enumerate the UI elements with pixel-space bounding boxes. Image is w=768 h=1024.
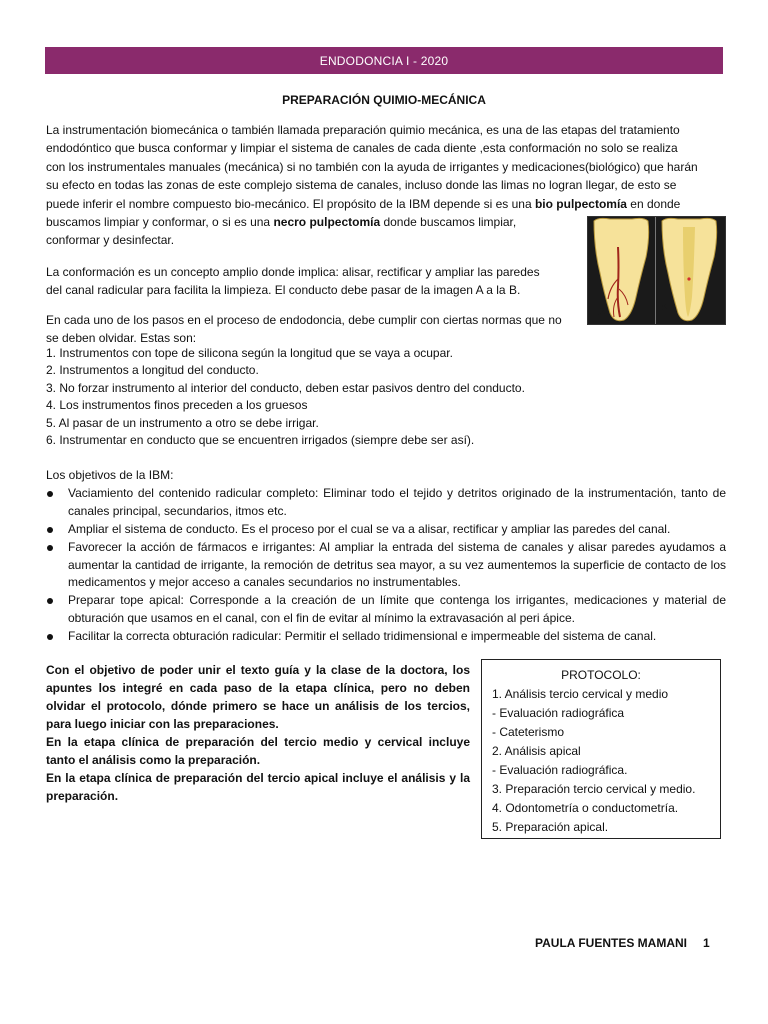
protocol-item: - Cateterismo (492, 725, 565, 739)
notes-paragraph: En la etapa clínica de preparación del tercio medio y cervical incluye tanto el análisis como la preparación. (46, 735, 470, 767)
document-title: PREPARACIÓN QUIMIO-MECÁNICA (282, 93, 486, 107)
step-item: 6. Instrumentar en conducto que se encuentren irrigados (siempre debe ser así). (46, 433, 475, 448)
conformation-line: La conformación es un concepto amplio donde implica: alisar, rectificar y ampliar las paredes (46, 265, 540, 279)
protocol-title: PROTOCOLO: (561, 668, 641, 682)
protocol-item: 1. Análisis tercio cervical y medio (492, 687, 669, 701)
intro-line-text: buscamos limpiar y conformar, o si es una (46, 215, 274, 229)
objective-item (46, 539, 726, 592)
notes-block (46, 661, 470, 805)
intro-paragraph (46, 121, 724, 213)
intro-line (46, 195, 724, 213)
intro-line: su efecto en todas las zonas de este complejo sistema de canales, incluso donde las limas no logran llegar, de esto se (46, 178, 677, 193)
objective-text: Preparar tope apical: Corresponde a la creación de un límite que contenga los irrigantes, medicaciones y material de obturación que usamos en el canal, con el fin de evitar al mínimo la extravasación al peri ápice. (68, 593, 726, 625)
rules-intro-line: En cada uno de los pasos en el proceso de endodoncia, debe cumplir con ciertas normas que no (46, 313, 562, 327)
bio-pulpectomy-term: bio pulpectomía (534, 196, 627, 211)
step-item: 4. Los instrumentos finos preceden a los gruesos (46, 398, 308, 413)
objective-item (46, 592, 726, 627)
objective-text: Favorecer la acción de fármacos e irrigantes: Al ampliar la entrada del sistema de canales y alisar paredes ayudamos a aumentar la cantidad de irrigante, la remoción de detritus sea mayor, a su vez aumentemos la superficie de contacto de los medicamentos y mejor acceso a canales secundarios no instrumentables. (68, 539, 726, 590)
figure-label-a: A (598, 307, 606, 318)
tooth-canal-figure (587, 216, 726, 325)
conformation-paragraph (46, 263, 576, 300)
bullet-icon (47, 598, 53, 604)
intro-line: con los instrumentales manuales (mecánica) si no también con la ayuda de irrigantes y medicaciones(biológico) que harán (46, 159, 698, 174)
protocol-item: 3. Preparación tercio cervical y medio. (492, 782, 696, 796)
objectives-heading: Los objetivos de la IBM: (46, 468, 174, 482)
intro-line-text: donde buscamos limpiar, (380, 215, 517, 229)
bullet-icon (47, 527, 53, 533)
objectives-list (46, 485, 726, 646)
objective-text: Ampliar el sistema de conducto. Es el proceso por el cual se va a alisar, rectificar y ampliar las paredes del canal. (68, 521, 671, 536)
step-item: 5. Al pasar de un instrumento a otro se debe irrigar. (46, 415, 319, 430)
necro-pulpectomy-term: necro pulpectomía (273, 215, 381, 229)
page-number: 1 (703, 936, 710, 950)
figure-label-b: B (660, 303, 668, 314)
objective-item (46, 628, 726, 646)
rules-intro-paragraph (46, 311, 576, 348)
footer-author: PAULA FUENTES MAMANI (535, 936, 687, 950)
intro-line: conformar y desinfectar. (46, 233, 175, 248)
protocol-item: 4. Odontometría o conductometría. (492, 801, 679, 815)
intro-paragraph-continued (46, 213, 576, 250)
notes-paragraph: En la etapa clínica de preparación del tercio apical incluye el análisis y la preparación. (46, 771, 470, 803)
bullet-icon (47, 545, 53, 551)
intro-line-text: puede inferir el nombre compuesto bio-mecánico. El propósito de la IBM depende si es una (46, 196, 535, 211)
objective-text: Vaciamiento del contenido radicular completo: Eliminar todo el tejido y detritos originado de la instrumentación, tanto de canales principal, secundarios, itmos etc. (68, 486, 726, 518)
protocol-box (481, 659, 721, 839)
objective-item (46, 485, 726, 520)
step-item: 3. No forzar instrumento al interior del conducto, deben estar pasivos dentro del conducto. (46, 380, 525, 395)
intro-line (46, 213, 576, 231)
tooth-illustration (588, 217, 725, 324)
objective-item (46, 521, 726, 539)
protocol-item: - Evaluación radiográfica (492, 706, 625, 720)
course-header-bar (45, 47, 723, 74)
notes-paragraph: Con el objetivo de poder unir el texto guía y la clase de la doctora, los apuntes los integré en cada paso de la etapa clínica, pero no deben olvidar el protocolo, dónde primero se hace un análisis de los tercios, para luego iniciar con las preparaciones. (46, 663, 470, 731)
conformation-line: del canal radicular para facilita la limpieza. El conducto debe pasar de la imagen A a la B. (46, 283, 521, 298)
bullet-icon (47, 491, 53, 497)
protocol-item: 2. Análisis apical (492, 744, 581, 758)
steps-list (46, 345, 686, 449)
course-title: ENDODONCIA I - 2020 (319, 53, 449, 68)
objective-text: Facilitar la correcta obturación radicular: Permitir el sellado tridimensional e impermeable del sistema de canal. (68, 629, 657, 644)
protocol-item: - Evaluación radiográfica. (492, 763, 628, 777)
protocol-item: 5. Preparación apical. (492, 820, 609, 834)
step-item: 2. Instrumentos a longitud del conducto. (46, 363, 259, 378)
intro-line-text: en donde (626, 196, 681, 211)
bullet-icon (47, 634, 53, 640)
intro-line: La instrumentación biomecánica o también llamada preparación quimio mecánica, es una de las etapas del tratamiento (46, 123, 680, 137)
rules-intro-line: se deben olvidar. Estas son: (46, 331, 197, 346)
intro-line: endodóntico que busca conformar y limpiar el sistema de canales de cada diente ,esta conformación no solo se realiza (46, 141, 678, 156)
step-item: 1. Instrumentos con tope de silicona según la longitud que se vaya a ocupar. (46, 346, 453, 360)
